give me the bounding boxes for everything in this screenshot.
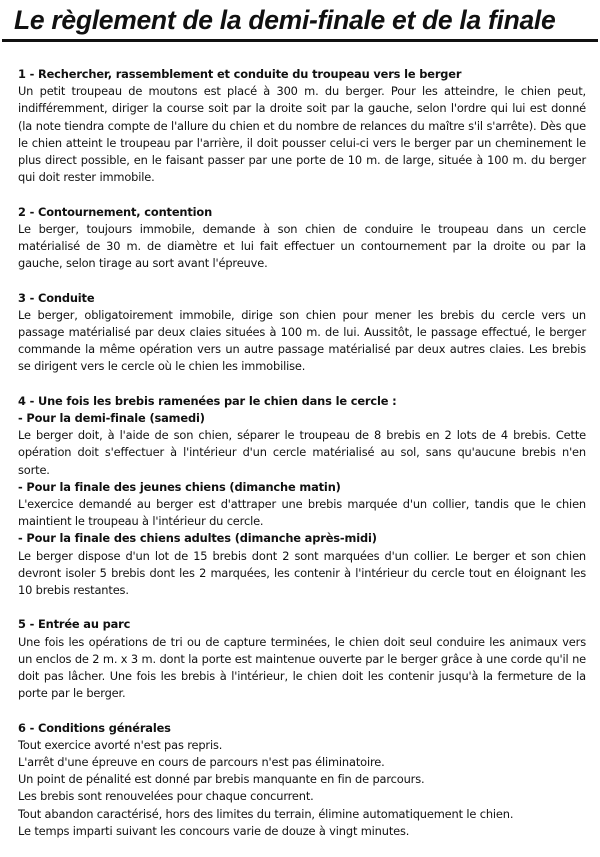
section-text: Un petit troupeau de moutons est placé à 300 m. du berger. Pour les atteindre, le chien peut, indifféremment, diriger la course soit par la droite soit par la gauche, selon l'ordre qui lui est donné (la note tiendra compte de l'allure du chien et du nombre de relances du maître s'il s'arrête). Dès que le chien atteint le troupeau par l'arrière, il doit pousser celui-ci vers le berger par un cheminement le plus direct possible, en le faisant passer par une porte de 10 m. de large, située à 100 m. du berger qui doit rester immobile. [18, 84, 586, 185]
page-title: Le règlement de la demi-finale et de la finale [14, 5, 556, 35]
condition-line: Un point de pénalité est donné par brebis manquante en fin de parcours. [18, 772, 425, 787]
condition-line: L'arrêt d'une épreuve en cours de parcours n'est pas éliminatoire. [18, 755, 385, 770]
section-text: Le berger, toujours immobile, demande à son chien de conduire le troupeau dans un cercle matérialisé de 30 m. de diamètre et lui fait effectuer un contournement par la droite ou par la gauche, selon tirage au sort avant l'épreuve. [18, 221, 586, 271]
section-heading: 4 - Une fois les brebis ramenées par le chien dans le cercle : [18, 393, 397, 408]
subsection-heading: - Pour la finale des jeunes chiens (dimanche matin) [18, 479, 341, 494]
section-heading: 5 - Entrée au parc [18, 617, 131, 632]
condition-line: Tout exercice avorté n'est pas repris. [18, 737, 223, 752]
subsection-heading: - Pour la finale des chiens adultes (dimanche après-midi) [18, 531, 377, 546]
condition-line: Le temps imparti suivant les concours varie de douze à vingt minutes. [18, 823, 410, 838]
condition-line: Les brebis sont renouvelées pour chaque concurrent. [18, 789, 314, 804]
condition-line: Tout abandon caractérisé, hors des limites du terrain, élimine automatiquement le chien. [18, 806, 514, 821]
section-heading: 3 - Conduite [18, 290, 95, 305]
section-6 [18, 720, 586, 840]
section-heading: 1 - Rechercher, rassemblement et conduite du troupeau vers le berger [18, 67, 462, 81]
section-1 [18, 66, 586, 186]
title-underline [2, 39, 598, 42]
section-text: Une fois les opérations de tri ou de capture terminées, le chien doit seul conduire les animaux vers un enclos de 2 m. x 3 m. dont la porte est maintenue ouverte par le berger grâce à une corde qu'il ne doit pas lâcher. Une fois les brebis à l'intérieur, le chien doit les contenir jusqu'à la fermeture de la porte par le berger. [18, 634, 586, 701]
subsection-text: Le berger dispose d'un lot de 15 brebis dont 2 sont marquées d'un collier. Le berger et son chien devront isoler 5 brebis dont les 2 marquées, les contenir à l'intérieur du cercle tout en éloignant les 10 brebis restantes. [18, 548, 586, 598]
section-text: Le berger, obligatoirement immobile, dirige son chien pour mener les brebis du cercle vers un passage matérialisé par deux claies situées à 100 m. de lui. Aussitôt, le passage effectué, le berger commande la même opération vers un autre passage matérialisé par deux autres claies. Les brebis se dirigent vers le cercle où le chien les immobilise. [18, 307, 586, 374]
section-5 [18, 616, 586, 702]
section-heading: 2 - Contournement, contention [18, 204, 213, 219]
section-3 [18, 290, 586, 376]
section-2 [18, 204, 586, 273]
subsection-text: L'exercice demandé au berger est d'attraper une brebis marquée d'un collier, tandis que le chien maintient le troupeau à l'intérieur du cercle. [18, 497, 586, 529]
subsection-text: Le berger doit, à l'aide de son chien, séparer le troupeau de 8 brebis en 2 lots de 4 brebis. Cette opération doit s'effectuer à l'intérieur d'un cercle matérialisé au sol, sans qu'aucune brebis n'en sorte. [18, 428, 586, 477]
section-4 [18, 393, 586, 599]
document-body [18, 66, 586, 857]
subsection-heading: - Pour la demi-finale (samedi) [18, 411, 205, 426]
section-heading: 6 - Conditions générales [18, 720, 171, 735]
